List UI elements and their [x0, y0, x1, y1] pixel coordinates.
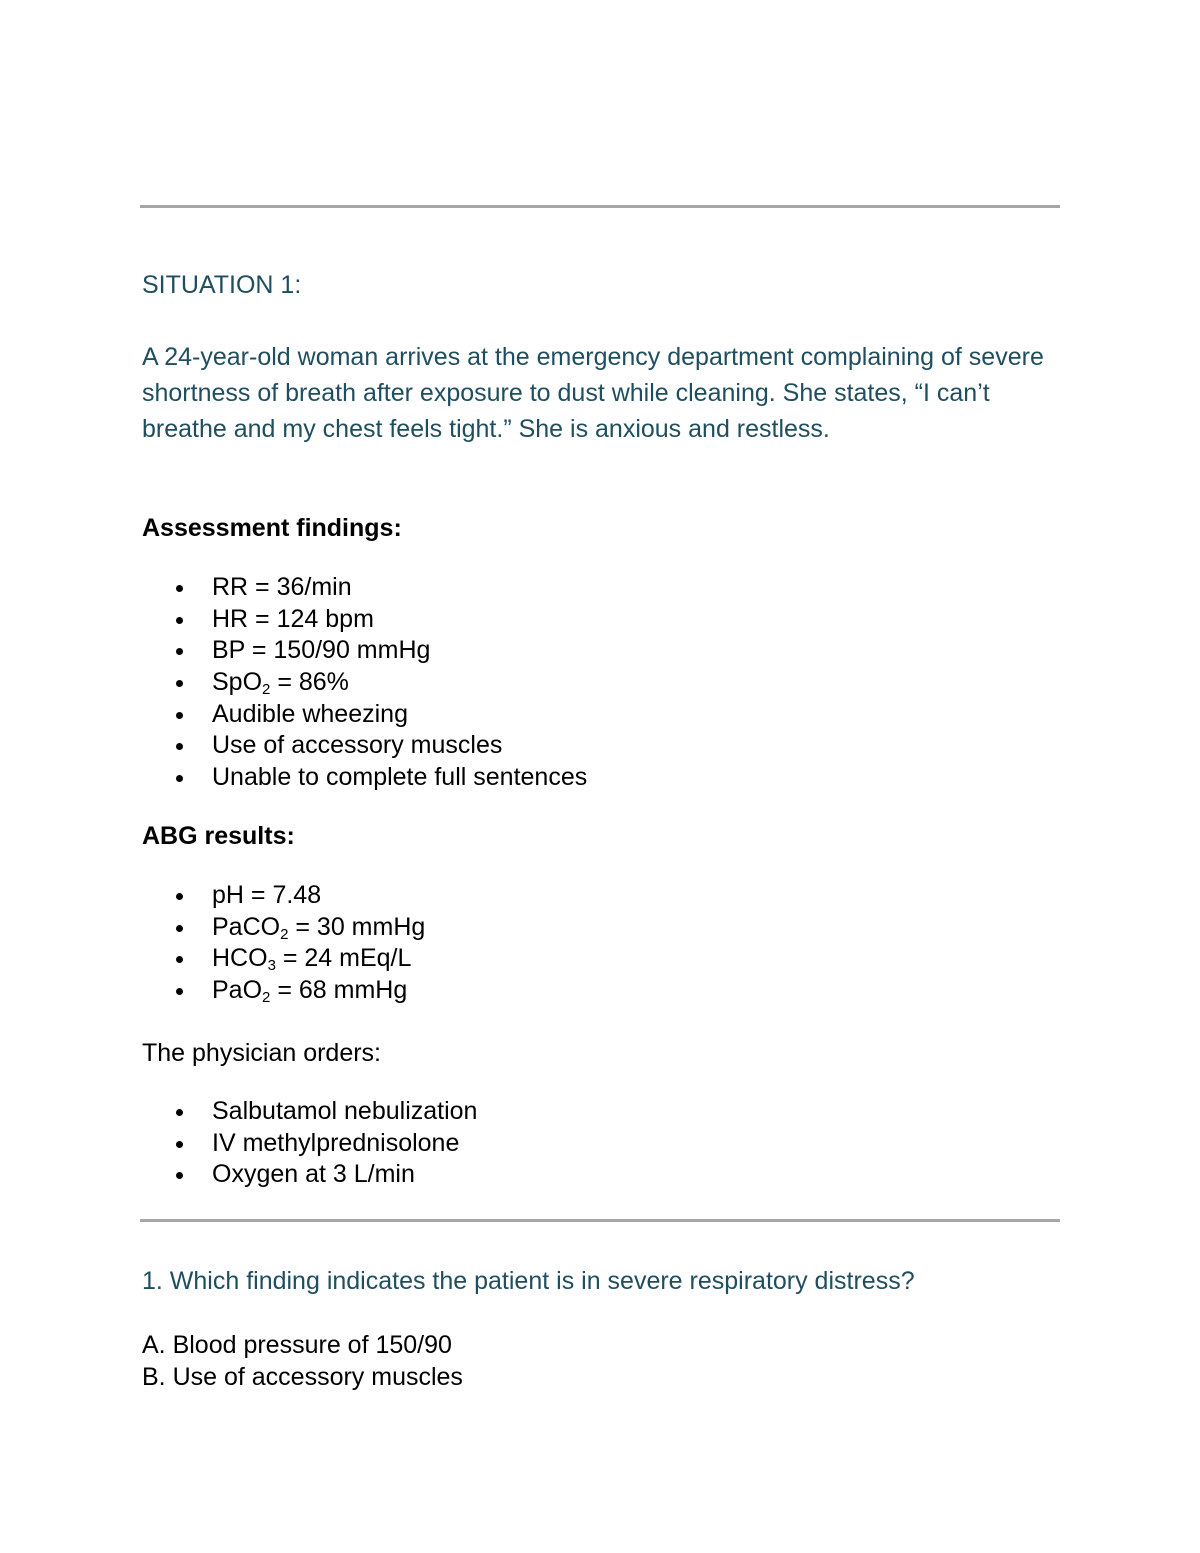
list-item-text: RR = 36/min — [212, 573, 352, 601]
situation-description: A 24-year-old woman arrives at the emergency department complaining of severe shortness of breath after exposure to dust while cleaning. She states, “I can’t breathe and my chest feels tight.” She is anxious and restless. — [142, 343, 1044, 443]
question-option-b: B. Use of accessory muscles — [142, 1363, 463, 1391]
horizontal-rule-top — [140, 205, 1060, 208]
list-item-text: Salbutamol nebulization — [212, 1097, 478, 1125]
list-item — [142, 699, 587, 731]
horizontal-rule-middle — [140, 1219, 1060, 1222]
bullet-icon — [176, 893, 183, 900]
list-item — [142, 1128, 477, 1160]
list-item — [142, 1096, 477, 1128]
question-option-a: A. Blood pressure of 150/90 — [142, 1331, 452, 1359]
list-item-text: SpO$_2$ = 86% — [212, 668, 349, 699]
bullet-icon — [176, 680, 183, 687]
list-item-text: BP = 150/90 mmHg — [212, 636, 431, 665]
bullet-icon — [176, 956, 183, 963]
abg-list — [142, 880, 425, 1007]
list-item — [142, 943, 425, 975]
list-item — [142, 572, 587, 604]
bullet-icon — [176, 1141, 183, 1148]
bullet-icon — [176, 743, 183, 750]
assessment-heading: Assessment findings: — [142, 514, 402, 542]
bullet-icon — [176, 617, 183, 624]
list-item-text: IV methylprednisolone — [212, 1128, 460, 1157]
list-item — [142, 635, 587, 667]
list-item — [142, 667, 587, 699]
bullet-icon — [176, 775, 183, 782]
list-item — [142, 975, 425, 1007]
list-item — [142, 912, 425, 944]
bullet-icon — [176, 988, 183, 995]
abg-heading: ABG results: — [142, 822, 295, 850]
list-item-text: pH = 7.48 — [212, 881, 322, 909]
list-item — [142, 880, 425, 912]
bullet-icon — [176, 1109, 183, 1116]
list-item-text: Unable to complete full sentences — [212, 763, 588, 792]
bullet-icon — [176, 648, 183, 655]
bullet-icon — [176, 585, 183, 592]
list-item-text: Use of accessory muscles — [212, 731, 503, 760]
list-item-text: $HCO_3 = 24$ mEq/L — [212, 944, 412, 975]
list-item-text: Audible wheezing — [212, 699, 408, 728]
list-item — [142, 730, 587, 762]
situation-title: SITUATION 1: — [142, 271, 302, 299]
list-item-text: PaCO$_2$ = 30 mmHg — [212, 912, 426, 943]
bullet-icon — [176, 925, 183, 932]
list-item-text: HR = 124 bpm — [212, 604, 374, 633]
orders-heading: The physician orders: — [142, 1039, 382, 1067]
list-item-text: Oxygen at 3 L/min — [212, 1160, 415, 1189]
list-item-text: PaO$_2$ = 68 mmHg — [212, 976, 408, 1007]
assessment-list — [142, 572, 587, 794]
list-item — [142, 1159, 477, 1191]
question-text: 1. Which finding indicates the patient is in severe respiratory distress? — [142, 1267, 915, 1295]
bullet-icon — [176, 712, 183, 719]
list-item — [142, 762, 587, 794]
bullet-icon — [176, 1172, 183, 1179]
list-item — [142, 604, 587, 636]
orders-list — [142, 1096, 477, 1191]
